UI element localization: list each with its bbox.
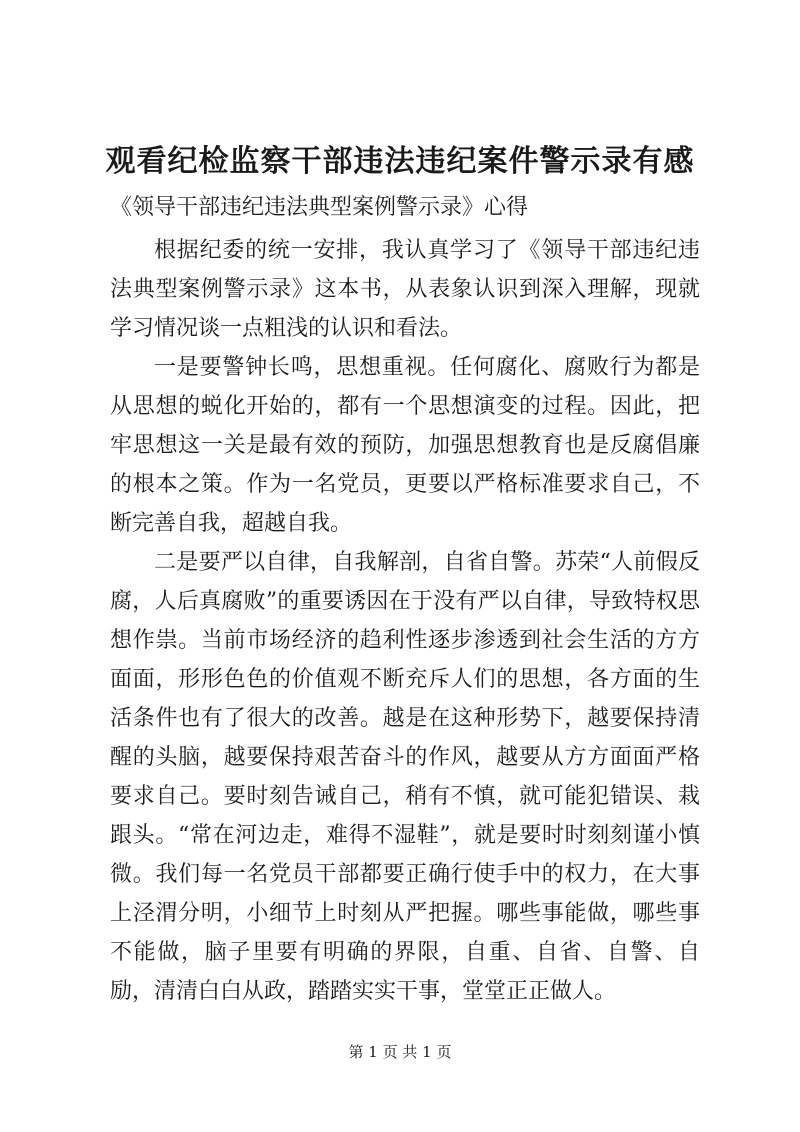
paragraph-point-two: 二是要严以自律，自我解剖，自省自警。苏荣“人前假反腐，人后真腐败”的重要诱因在于没有严以自律，导致特权思想作祟。当前市场经济的趋利性逐步渗透到社会生活的方方面面，形形色色的价值观不断充斥人们的思想，各方面的生活条件也有了很大的改善。越是在这种形势下，越要保持清醒的头脑，越要保持艰苦奋斗的作风，越要从方方面面严格要求自己。要时刻告诫自己，稍有不慎，就可能犯错误、栽跟头。“常在河边走，难得不湿鞋”，就是要时时刻刻谨小慎微。我们每一名党员干部都要正确行使手中的权力，在大事上泾渭分明，小细节上时刻从严把握。哪些事能做，哪些事不能做，脑子里要有明确的界限，自重、自省、自警、自励，清清白白从政，踏踏实实干事，堂堂正正做人。 bbox=[110, 550, 700, 1004]
page-footer: 第 1 页 共 1 页 bbox=[348, 1043, 452, 1061]
paragraph-intro: 根据纪委的统一安排，我认真学习了《领导干部违纪违法典型案例警示录》这本书，从表象认识到深入理解，现就学习情况谈一点粗浅的认识和看法。 bbox=[110, 238, 700, 341]
paragraph-point-one: 一是要警钟长鸣，思想重视。任何腐化、腐败行为都是从思想的蜕化开始的，都有一个思想演变的过程。因此，把牢思想这一关是最有效的预防，加强思想教育也是反腐倡廉的根本之策。作为一名党员，更要以严格标准要求自己，不断完善自我，超越自我。 bbox=[110, 355, 700, 536]
document-subtitle: 《领导干部违纪违法典型案例警示录》心得 bbox=[110, 195, 529, 220]
document-body bbox=[110, 231, 700, 1011]
document-title: 观看纪检监察干部违法违纪案件警示录有感 bbox=[105, 144, 695, 179]
